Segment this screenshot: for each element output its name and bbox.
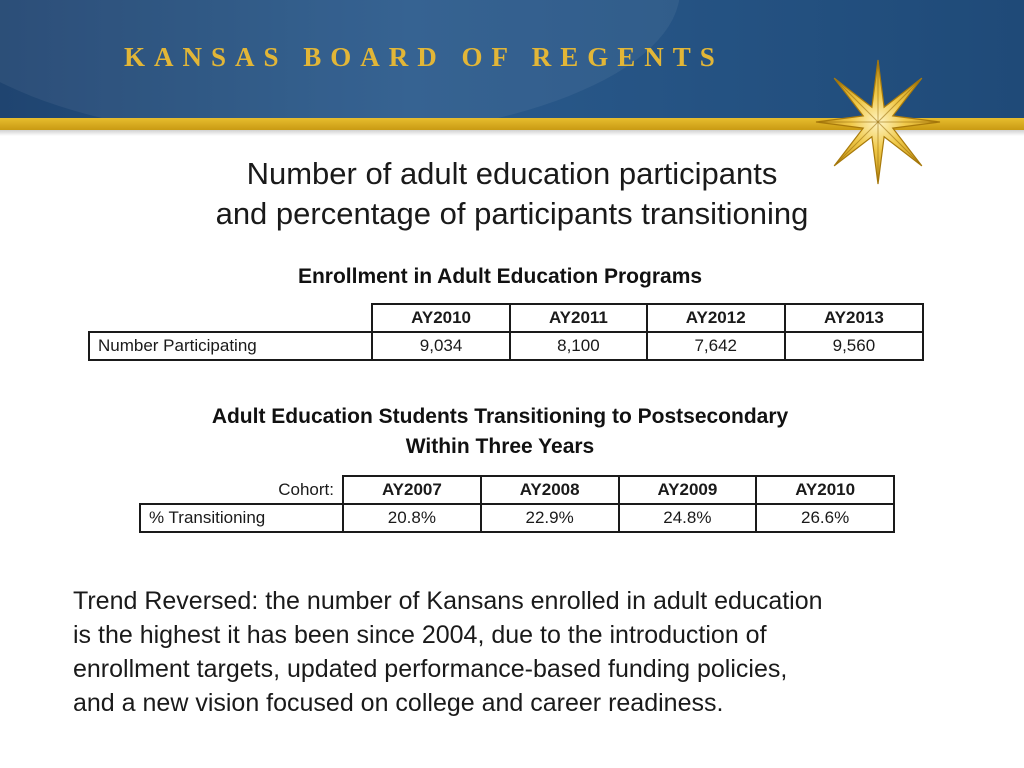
transition-heading xyxy=(120,402,880,462)
row-label: Number Participating xyxy=(89,332,372,360)
table-cell: 22.9% xyxy=(481,504,619,532)
body-line: enrollment targets, updated performance-based funding policies, xyxy=(73,655,788,683)
title-line-1: Number of adult education participants xyxy=(246,156,778,191)
column-header: AY2008 xyxy=(481,476,619,504)
transition-table xyxy=(139,475,895,533)
column-header: AY2012 xyxy=(647,304,785,332)
body-paragraph xyxy=(73,584,973,720)
slide-title xyxy=(162,154,862,234)
body-line: Trend Reversed: the number of Kansans enrolled in adult education xyxy=(73,587,823,615)
table-cell: 8,100 xyxy=(510,332,647,360)
column-header: AY2007 xyxy=(343,476,481,504)
body-line: is the highest it has been since 2004, due to the introduction of xyxy=(73,621,767,649)
table-row xyxy=(140,504,894,532)
transition-heading-line-2: Within Three Years xyxy=(405,435,595,458)
table-corner xyxy=(89,304,372,332)
enrollment-heading-text: Enrollment in Adult Education Programs xyxy=(297,265,703,288)
enrollment-table xyxy=(88,303,924,361)
table-cell: 9,560 xyxy=(785,332,923,360)
column-header: AY2010 xyxy=(372,304,510,332)
cohort-label: Cohort: xyxy=(278,479,334,499)
column-header: AY2013 xyxy=(785,304,923,332)
table-cell: 7,642 xyxy=(647,332,785,360)
table-header-row xyxy=(89,304,923,332)
column-header: AY2009 xyxy=(619,476,757,504)
table-cell: 26.6% xyxy=(756,504,894,532)
column-header: AY2011 xyxy=(510,304,647,332)
title-line-2: and percentage of participants transitioning xyxy=(215,196,809,231)
enrollment-heading xyxy=(200,262,800,292)
table-row xyxy=(89,332,923,360)
body-line: and a new vision focused on college and career readiness. xyxy=(73,689,724,717)
table-cell: 9,034 xyxy=(372,332,510,360)
transition-heading-line-1: Adult Education Students Transitioning to Postsecondary xyxy=(211,405,789,428)
org-name: KANSAS BOARD OF REGENTS xyxy=(124,42,724,72)
row-label: % Transitioning xyxy=(140,504,343,532)
column-header: AY2010 xyxy=(756,476,894,504)
table-cell: 24.8% xyxy=(619,504,757,532)
table-cell: 20.8% xyxy=(343,504,481,532)
table-header-row xyxy=(140,476,894,504)
